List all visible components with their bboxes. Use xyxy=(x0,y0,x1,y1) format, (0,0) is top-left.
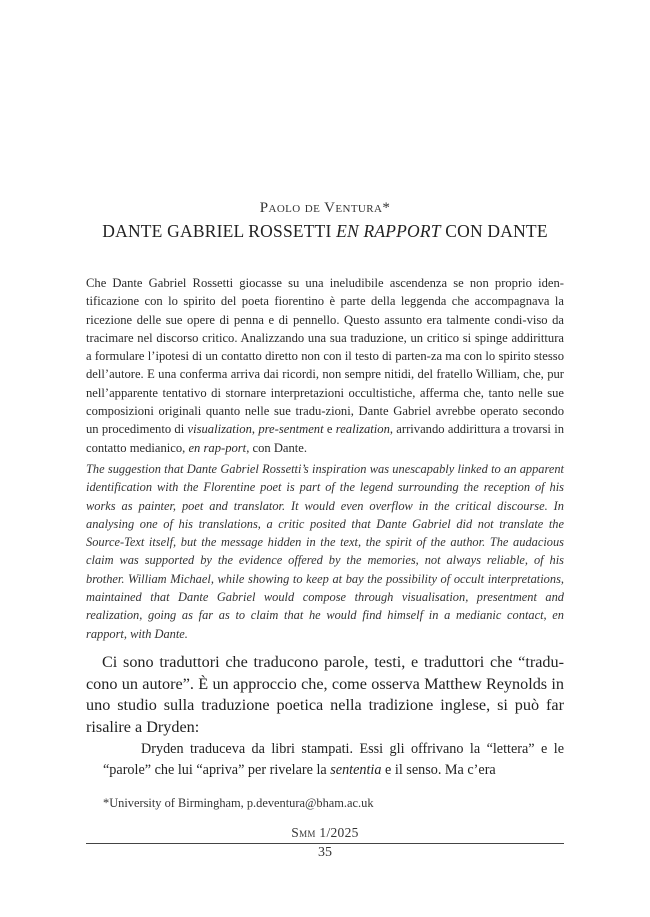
quote-emph: sententia xyxy=(330,761,382,778)
footer-rule xyxy=(86,843,564,844)
abstract-english: The suggestion that Dante Gabriel Rossetti’s inspiration was unescapably linked to an apparent identification with the Florentine poet is part of the legend surrounding the reception of his works as painter, poet and translator. It would even overflow in the critical discourse. In analysing one of his translations, a critic posited that Dante Gabriel did not translate the Source-Text itself, but the message hidden in the text, the spirit of the author. The audacious claim was supported by the evidence offered by the memories, not always reliable, of his brother. William Michael, while showing to keep at bay the possibility of occult interpretations, maintained that Dante Gabriel would compose through visualisation, presentment and realization, going as far as to claim that he would find himself in a medianic contact, en rapport, with Dante. xyxy=(86,462,564,641)
title-italic: EN RAPPORT xyxy=(336,221,441,241)
article-title xyxy=(0,221,650,242)
abstract-it-text: Che Dante Gabriel Rossetti giocasse su una ineludibile ascendenza se non proprio iden-tificazione con lo spirito del poeta fiorentino è parte della leggenda che accompagnava la ricezione delle sue opere di penna e di pennello. Questo assunto era talmente condi-viso da tracimare nel discorso critico. Analizzando una sua traduzione, un critico si spinge addirittura a formulare l’ipotesi di un contatto diretto non con il testo di parten-za ma con lo spirito stesso dell’autore. E una conferma arriva dai ricordi, non sempre nitidi, del fratello William, che, pur nell’apparente tentativo di stornare interpretazioni occultistiche, afferma che, tanto nelle sue composizioni originali quanto nelle sue tradu-zioni, Dante Gabriel avrebbe operato secondo un procedimento di xyxy=(86,276,564,437)
author-name: Paolo de Ventura* xyxy=(259,200,391,216)
journal-issue xyxy=(0,825,650,841)
abstract-it-text: , arrivando addirittura a trovarsi in contatto medianico, xyxy=(86,422,565,455)
journal-name: Smm xyxy=(291,825,316,840)
quote-text: e il senso. Ma c’era xyxy=(381,761,496,778)
abstract-it-emph: realization xyxy=(335,422,390,437)
abstract-it-text: , xyxy=(251,422,259,437)
abstract-it-emph: visualization xyxy=(187,422,252,437)
abstract-italian xyxy=(86,274,564,457)
block-quote xyxy=(103,739,564,780)
abstract-it-text: e xyxy=(323,422,336,437)
body-paragraph: Ci sono traduttori che traducono parole, testi, e traduttori che “tradu-cono un autore”. È un approccio che, come osserva Matthew Reynolds in uno studio sulla traduzione poetica nella tradizione inglese, si può far risalire a Dryden: xyxy=(86,653,564,736)
abstract-it-emph: en rap-port xyxy=(188,440,247,455)
title-text-2: CON DANTE xyxy=(440,221,548,241)
journal-number: 1/2025 xyxy=(315,825,359,840)
title-text-1: DANTE GABRIEL ROSSETTI xyxy=(102,221,337,241)
abstract-it-text: , con Dante. xyxy=(246,440,308,455)
quote-text: Dryden traduceva da libri stampati. Essi gli offrivano la “lettera” e le “parole” che lui “apriva” per rivelare la xyxy=(103,741,564,778)
footnote: *University of Birmingham, p.deventura@bham.ac.uk xyxy=(103,796,374,810)
page-number: 35 xyxy=(318,845,332,860)
abstract-it-emph: pre-sentment xyxy=(258,422,324,437)
